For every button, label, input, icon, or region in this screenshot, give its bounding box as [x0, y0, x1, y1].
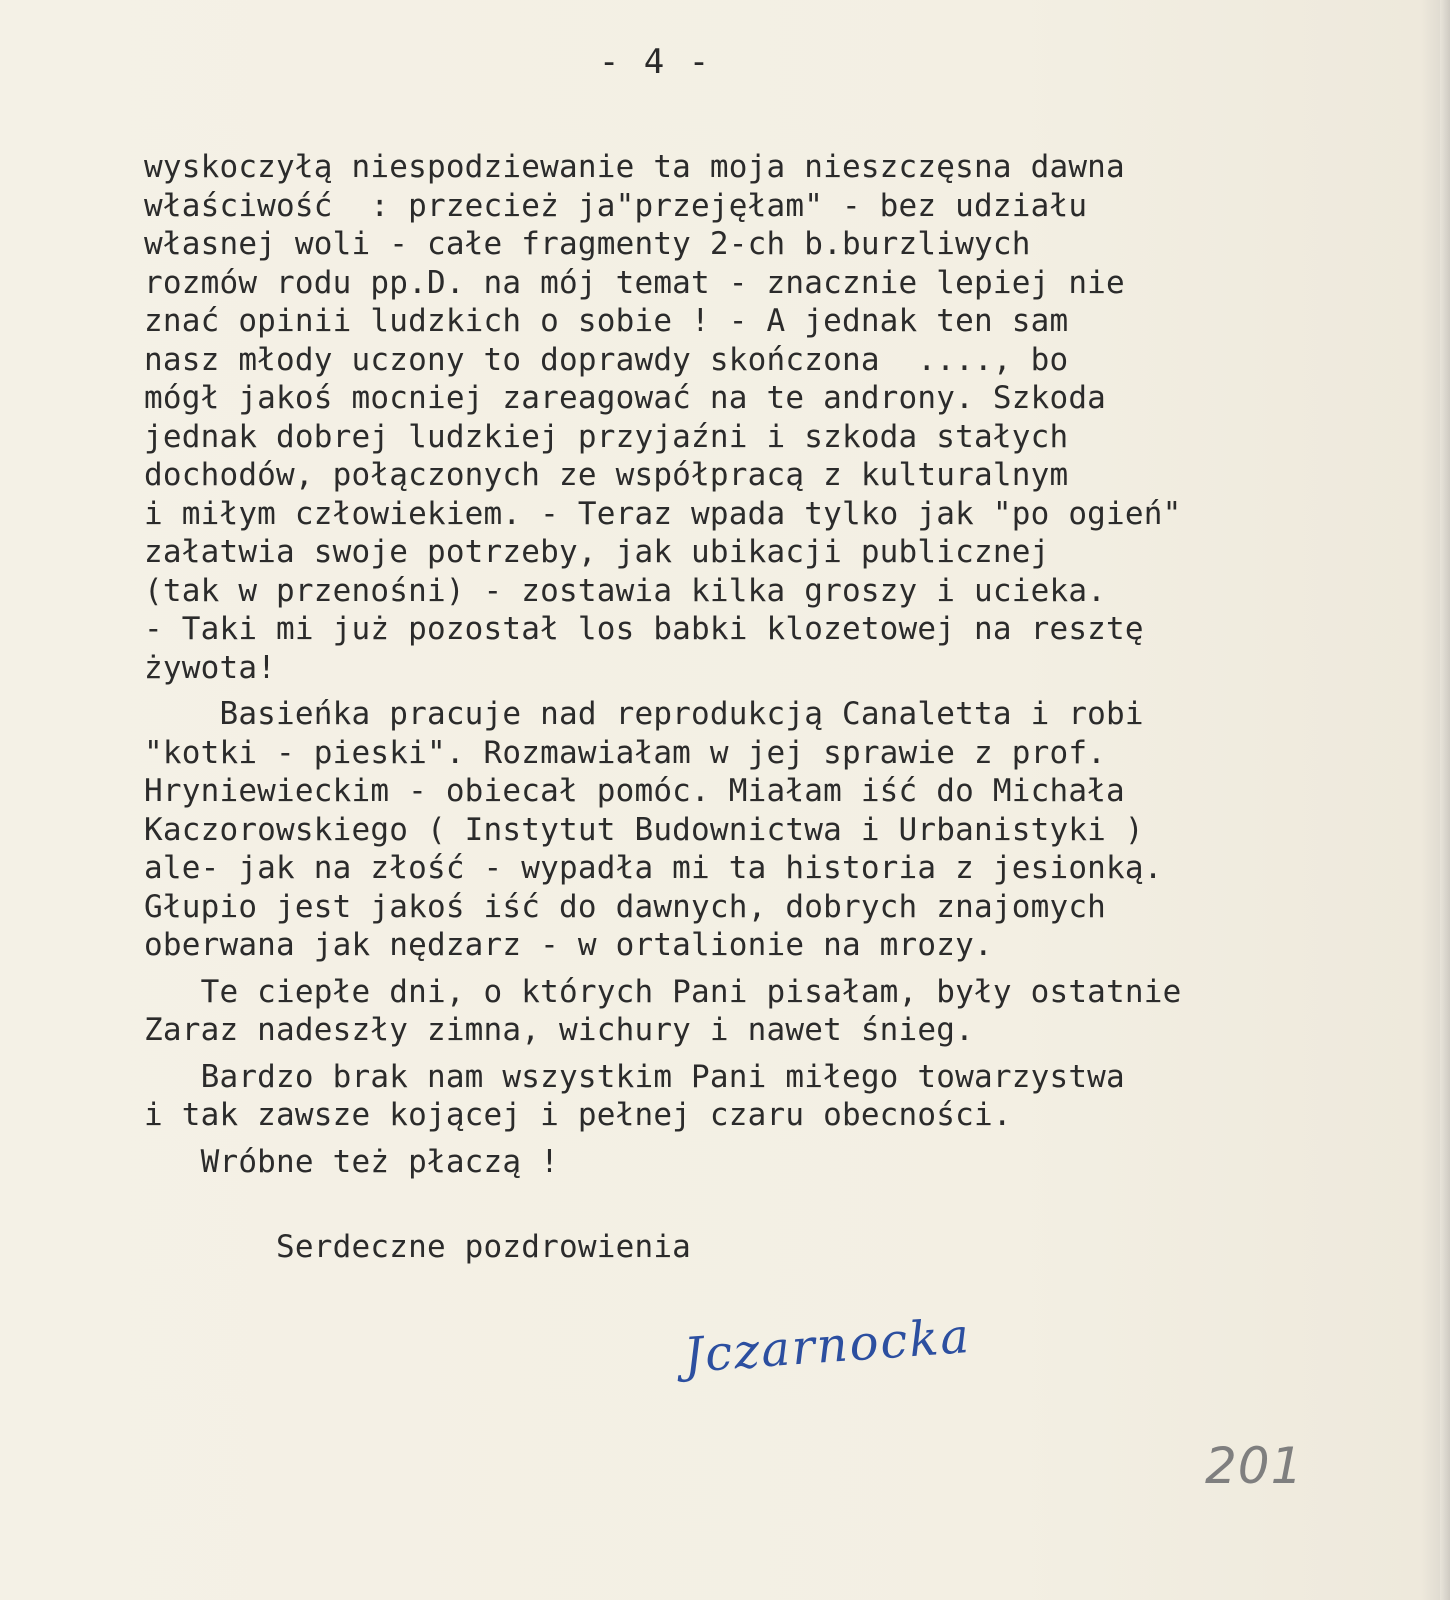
text-line: Hryniewieckim - obiecał pomóc. Miałam iść do Michała [144, 773, 1125, 809]
text-line: żywota! [144, 649, 277, 686]
text-line: własnej woli - całe fragmenty 2-ch b.burzliwych [144, 226, 1031, 262]
text-line: rozmów rodu pp.D. na mój temat - znacznie lepiej nie [144, 264, 1125, 301]
paragraph-gap [144, 1181, 1439, 1189]
text-line: Bardzo brak nam wszystkim Pani miłego towarzystwa [144, 1058, 1125, 1095]
text-line: załatwia swoje potrzeby, jak ubikacji publicznej [144, 534, 1050, 570]
paper-edge [1440, 0, 1450, 1600]
text-line: Zaraz nadeszły zimna, wichury i nawet śnieg. [144, 1012, 974, 1048]
paragraph-gap [144, 1050, 1439, 1058]
paragraph-gap [144, 687, 1439, 695]
text-line: wyskoczyłą niespodziewanie ta moja nieszczęsna dawna [144, 149, 1125, 185]
text-line: dochodów, połączonych ze współpracą z kulturalnym [144, 457, 1069, 493]
text-line: Te ciepłe dni, o których Pani pisałam, były ostatnie [144, 973, 1182, 1010]
text-line: nasz młody uczony to doprawdy skończona ...., bo [144, 341, 1069, 378]
text-line: i tak zawsze kojącej i pełnej czaru obecności. [144, 1097, 1012, 1133]
text-line: jednak dobrej ludzkiej przyjaźni i szkoda stałych [144, 418, 1069, 455]
text-line: "kotki - pieski". Rozmawiałam w jej sprawie z prof. [144, 734, 1107, 771]
page-number: - 4 - [598, 42, 712, 82]
text-line: Serdeczne pozdrowienia [144, 1228, 692, 1265]
text-line: mógł jakoś mocniej zareagować na te androny. Szkoda [144, 380, 1107, 416]
text-line: Kaczorowskiego ( Instytut Budownictwa i Urbanistyki ) [144, 811, 1144, 848]
paragraph-gap [144, 965, 1439, 973]
text-line: Głupio jest jakoś iść do dawnych, dobrych znajomych [144, 888, 1107, 925]
archive-number: 201 [1205, 1437, 1304, 1495]
text-line: (tak w przenośni) - zostawia kilka groszy i ucieka. [144, 572, 1107, 609]
text-line [144, 1189, 1439, 1228]
text-line: ale- jak na złość - wypadła mi ta historia z jesionką. [144, 850, 1163, 886]
letter-body [144, 148, 1439, 1266]
handwritten-signature: Jczarnocka [682, 1308, 973, 1384]
paragraph-gap [144, 1135, 1439, 1143]
text-line: oberwana jak nędzarz - w ortalionie na mrozy. [144, 927, 993, 963]
text-line: właściwość : przecież ja"przejęłam" - bez udziału [144, 187, 1088, 224]
text-line: - Taki mi już pozostał los babki klozetowej na resztę [144, 611, 1144, 647]
text-line: i miłym człowiekiem. - Teraz wpada tylko jak "po ogień" [144, 495, 1182, 532]
text-line: Basieńka pracuje nad reprodukcją Canaletta i robi [144, 696, 1144, 732]
text-line: znać opinii ludzkich o sobie ! - A jednak ten sam [144, 303, 1069, 339]
text-line: Wróbne też płaczą ! [144, 1143, 559, 1180]
